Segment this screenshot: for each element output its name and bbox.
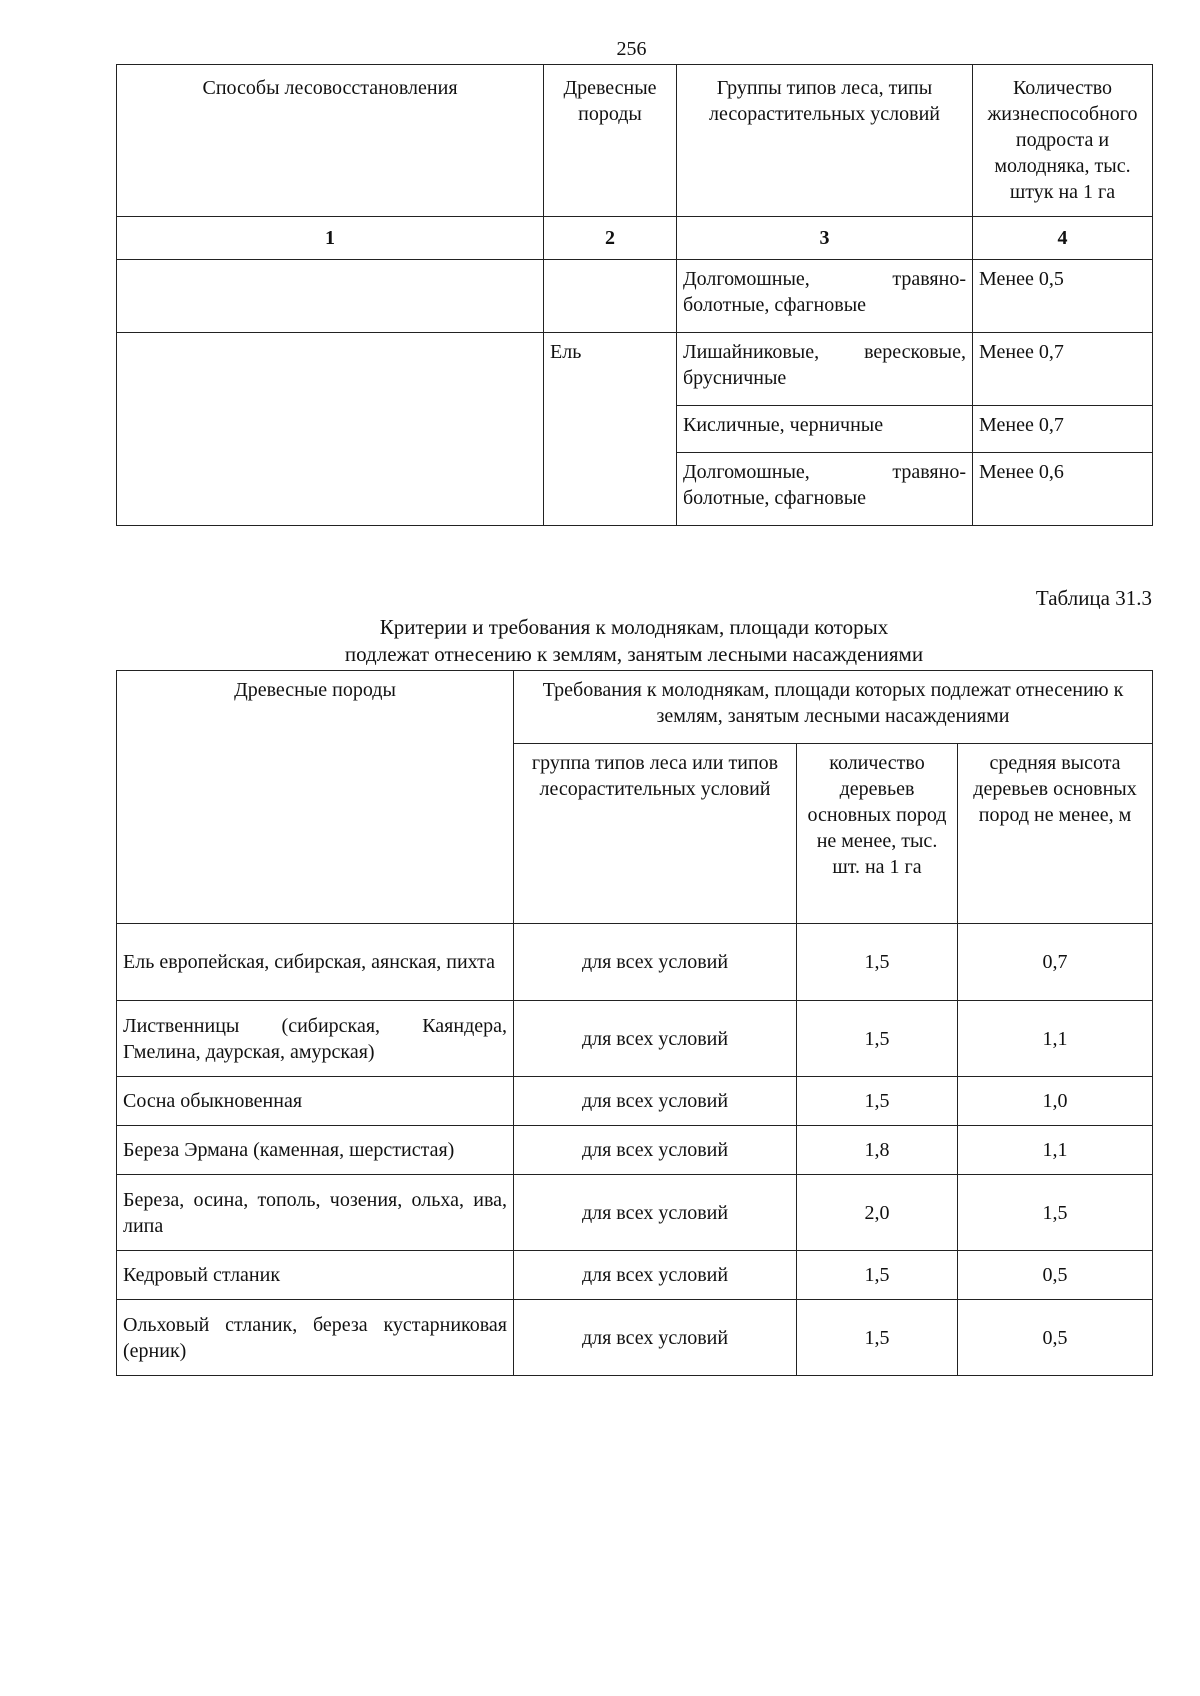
header-method: Способы лесовосстановления bbox=[117, 65, 544, 217]
count-cell: 1,5 bbox=[797, 1251, 958, 1300]
table-title-line: подлежат отнесению к землям, занятым лесными насаждениями bbox=[344, 642, 924, 666]
header-forest-type: Группы типов леса, типы лесорастительных условий bbox=[677, 65, 973, 217]
table-row bbox=[117, 1175, 1153, 1251]
table-row bbox=[117, 1251, 1153, 1300]
subheader-condition: группа типов леса или типов лесорастительных условий bbox=[514, 744, 797, 924]
method-cell bbox=[117, 260, 544, 333]
table-row bbox=[117, 1126, 1153, 1175]
height-cell: 1,1 bbox=[958, 1001, 1153, 1077]
condition-cell: для всех условий bbox=[514, 1251, 797, 1300]
table-row bbox=[117, 924, 1153, 1001]
table-row bbox=[117, 1300, 1153, 1376]
forest-type-cell: Долгомошные, травяно-болотные, сфагновые bbox=[677, 260, 973, 333]
column-number-row bbox=[117, 217, 1153, 260]
column-number: 3 bbox=[677, 217, 973, 260]
condition-cell: для всех условий bbox=[514, 1300, 797, 1376]
table-header-row bbox=[117, 671, 1153, 744]
forest-type-cell: Кисличные, черничные bbox=[677, 406, 973, 453]
quantity-cell: Менее 0,7 bbox=[973, 333, 1153, 406]
species-cell: Лиственницы (сибирская, Каяндера, Гмелина, даурская, амурская) bbox=[117, 1001, 514, 1077]
condition-cell: для всех условий bbox=[514, 1077, 797, 1126]
species-cell: Береза Эрмана (каменная, шерстистая) bbox=[117, 1126, 514, 1175]
quantity-cell: Менее 0,5 bbox=[973, 260, 1153, 333]
table-row bbox=[117, 260, 1153, 333]
count-cell: 1,8 bbox=[797, 1126, 958, 1175]
height-cell: 0,7 bbox=[958, 924, 1153, 1001]
method-cell bbox=[117, 333, 544, 526]
page-number: 256 bbox=[616, 38, 647, 60]
species-cell bbox=[544, 260, 677, 333]
table-header-row bbox=[117, 65, 1153, 217]
header-quantity: Количество жизнеспособного подроста и молодняка, тыс. штук на 1 га bbox=[973, 65, 1153, 217]
header-requirements: Требования к молоднякам, площади которых подлежат отнесению к землям, занятым лесными насаждениями bbox=[514, 671, 1153, 744]
column-number: 1 bbox=[117, 217, 544, 260]
table-title-line: Критерии и требования к молоднякам, площади которых bbox=[379, 615, 889, 639]
height-cell: 1,0 bbox=[958, 1077, 1153, 1126]
table-row bbox=[117, 333, 1153, 406]
subheader-height: средняя высота деревьев основных пород не менее, м bbox=[958, 744, 1153, 924]
forest-type-cell: Долгомошные, травяно-болотные, сфагновые bbox=[677, 453, 973, 526]
species-cell: Береза, осина, тополь, чозения, ольха, ива, липа bbox=[117, 1175, 514, 1251]
count-cell: 1,5 bbox=[797, 1077, 958, 1126]
table-row bbox=[117, 1001, 1153, 1077]
table-row bbox=[117, 1077, 1153, 1126]
height-cell: 1,1 bbox=[958, 1126, 1153, 1175]
header-species: Древесные породы bbox=[544, 65, 677, 217]
quantity-cell: Менее 0,7 bbox=[973, 406, 1153, 453]
species-cell: Кедровый стланик bbox=[117, 1251, 514, 1300]
condition-cell: для всех условий bbox=[514, 924, 797, 1001]
condition-cell: для всех условий bbox=[514, 1126, 797, 1175]
species-cell: Сосна обыкновенная bbox=[117, 1077, 514, 1126]
header-species: Древесные породы bbox=[117, 671, 514, 924]
condition-cell: для всех условий bbox=[514, 1175, 797, 1251]
table-title bbox=[116, 614, 1152, 668]
height-cell: 1,5 bbox=[958, 1175, 1153, 1251]
count-cell: 1,5 bbox=[797, 1300, 958, 1376]
height-cell: 0,5 bbox=[958, 1300, 1153, 1376]
condition-cell: для всех условий bbox=[514, 1001, 797, 1077]
count-cell: 2,0 bbox=[797, 1175, 958, 1251]
reforestation-table bbox=[116, 64, 1153, 526]
column-number: 4 bbox=[973, 217, 1153, 260]
count-cell: 1,5 bbox=[797, 924, 958, 1001]
table-label: Таблица 31.3 bbox=[1035, 586, 1152, 610]
column-number: 2 bbox=[544, 217, 677, 260]
height-cell: 0,5 bbox=[958, 1251, 1153, 1300]
subheader-count: количество деревьев основных пород не менее, тыс. шт. на 1 га bbox=[797, 744, 958, 924]
forest-type-cell: Лишайниковые, вересковые, брусничные bbox=[677, 333, 973, 406]
quantity-cell: Менее 0,6 bbox=[973, 453, 1153, 526]
count-cell: 1,5 bbox=[797, 1001, 958, 1077]
species-cell: Ель европейская, сибирская, аянская, пихта bbox=[117, 924, 514, 1001]
species-cell: Ель bbox=[544, 333, 677, 526]
young-stands-criteria-table bbox=[116, 670, 1153, 1376]
species-cell: Ольховый стланик, береза кустарниковая (ерник) bbox=[117, 1300, 514, 1376]
